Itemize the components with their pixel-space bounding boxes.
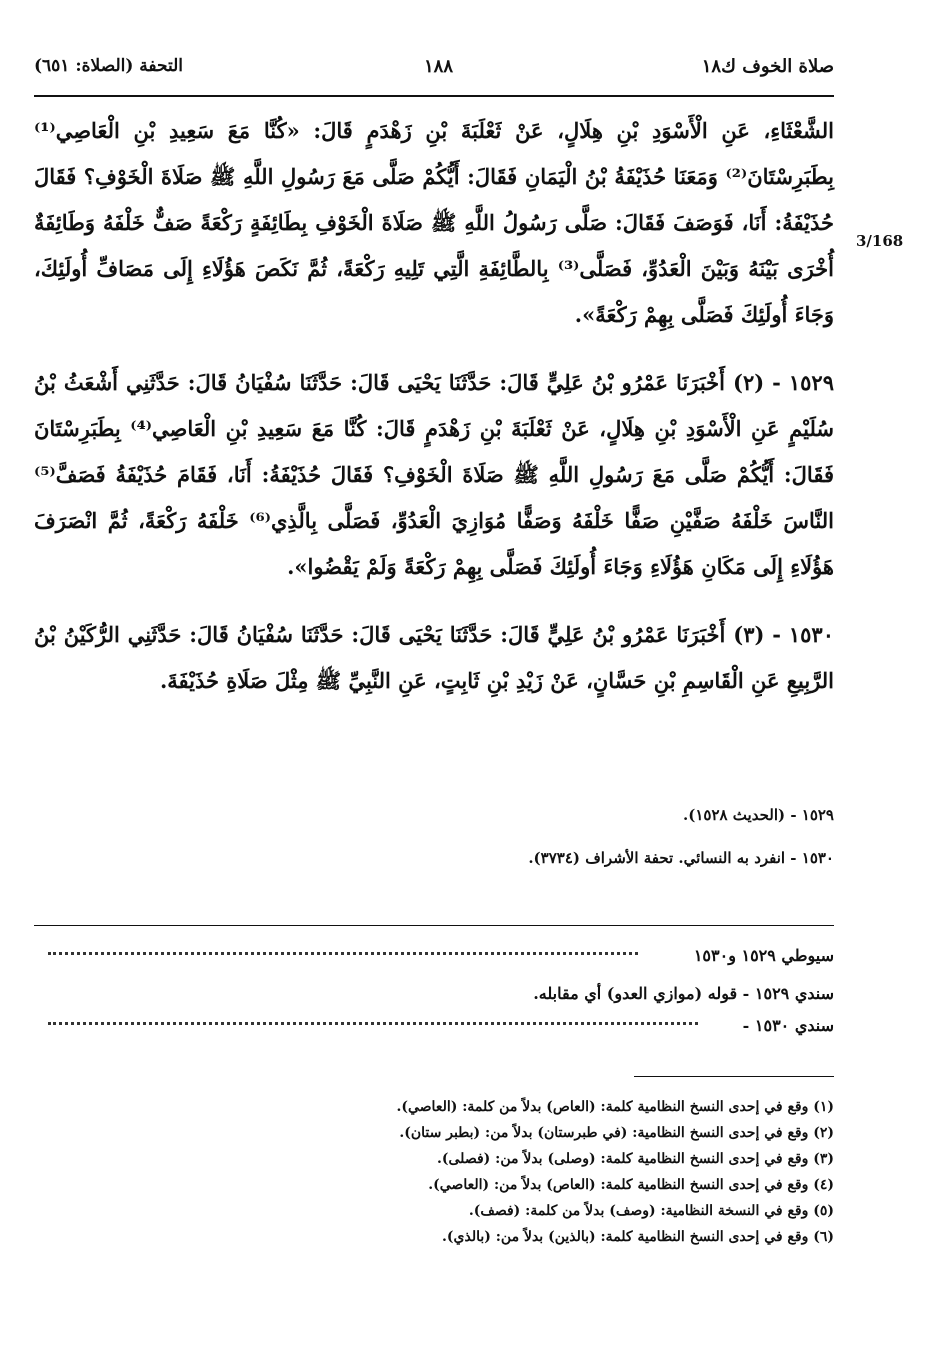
page-number: ١٨٨: [424, 56, 454, 77]
main-text: [34, 108, 834, 704]
footnote-5: (٥) وقع في النسخة النظامية: (وصف) بدلاً من كلمة: (فصف).: [468, 1203, 834, 1219]
margin-volume-page-note: 3/168: [856, 232, 904, 250]
footnote-divider: [634, 1076, 834, 1077]
header-divider: [34, 95, 834, 97]
commentary-sindi-1530-label: سندي ١٥٣٠ -: [742, 1016, 834, 1035]
dotted-leader: [48, 952, 638, 955]
footnote-6: (٦) وقع في إحدى النسخ النظامية كلمة: (بالذين) بدلاً من: (بالذي).: [442, 1229, 834, 1245]
hadith-paragraph-continued: الشَّعْثَاءِ، عَنِ الْأَسْوَدِ بْنِ هِلَالٍ، عَنْ ثَعْلَبَةَ بْنِ زَهْدَمٍ قَالَ: «كُنَّا مَعَ سَعِيدِ بْنِ الْعَاصِي⁽¹⁾ بِطَبَرِسْتَانَ⁽²⁾ وَمَعَنَا حُذَيْفَةُ بْنُ الْيَمَانِ فَقَالَ: أَيُّكُمْ صَلَّى مَعَ رَسُولِ اللَّهِ ﷺ صَلَاةَ الْخَوْفِ؟ فَقَالَ حُذَيْفَةُ: أَنَا، فَوَصَفَ فَقَالَ: صَلَّى رَسُولُ اللَّهِ ﷺ صَلَاةَ الْخَوْفِ بِطَائِفَةٍ رَكْعَةً صَفٌّ خَلْفَهُ وَطَائِفَةٌ أُخْرَى بَيْنَهُ وَبَيْنَ الْعَدُوِّ، فَصَلَّى⁽³⁾ بِالطَّائِفَةِ الَّتِي تَلِيهِ رَكْعَةً، ثُمَّ نَكَصَ هَؤُلَاءِ إِلَى مَصَافِّ أُولَئِكَ، وَجَاءَ أُولَئِكَ فَصَلَّى بِهِمْ رَكْعَةً».: [34, 118, 834, 327]
hadith-paragraph-1530: ١٥٣٠ - (٣) أَخْبَرَنَا عَمْرُو بْنُ عَلِيٍّ قَالَ: حَدَّثَنَا يَحْيَى قَالَ: حَدَّثَنَا سُفْيَانُ قَالَ: حَدَّثَنِي الرُّكَيْنُ بْنُ الرَّبِيعِ عَنِ الْقَاسِمِ بْنِ حَسَّانٍ، عَنْ زَيْدِ بْنِ ثَابِتٍ، عَنِ النَّبِيِّ ﷺ مِثْلَ صَلَاةِ حُذَيْفَةَ.: [34, 622, 834, 693]
footnote-3: (٣) وقع في إحدى النسخ النظامية كلمة: (وصلى) بدلاً من: (فصلى).: [437, 1151, 834, 1167]
commentary-sindi-1529-text: سندي ١٥٢٩ - قوله (موازي العدو) أي مقابله.: [533, 984, 834, 1003]
commentary-sindi-1530: [34, 1016, 834, 1042]
footnote-1: (١) وقع في إحدى النسخ النظامية كلمة: (العاص) بدلاً من كلمة: (العاصي).: [396, 1099, 834, 1115]
header-chapter-title: صلاة الخوف ك١٨: [701, 56, 834, 77]
header-reference: التحفة (الصلاة: ٦٥١): [34, 56, 184, 76]
page-header: [34, 56, 834, 86]
takhrij-note-1530: ١٥٣٠ - انفرد به النسائي. تحفة الأشراف (٣٧٣٤).: [528, 849, 834, 867]
footnote-4: (٤) وقع في إحدى النسخ النظامية كلمة: (العاص) بدلاً من: (العاصي).: [428, 1177, 834, 1193]
dotted-leader: [48, 1022, 698, 1025]
takhrij-note-1529: ١٥٢٩ - (الحديث ١٥٢٨).: [683, 806, 834, 824]
footnote-2: (٢) وقع في إحدى النسخ النظامية: (في طبرستان) بدلاً من: (بطبر ستان).: [399, 1125, 834, 1141]
commentary-suyuti-label: سيوطي ١٥٢٩ و١٥٣٠: [693, 946, 834, 965]
commentary-sindi-1529: [34, 984, 834, 1010]
hadith-paragraph-1529: ١٥٢٩ - (٢) أَخْبَرَنَا عَمْرُو بْنُ عَلِيٍّ قَالَ: حَدَّثَنَا يَحْيَى قَالَ: حَدَّثَنَا سُفْيَانُ قَالَ: حَدَّثَنِي أَشْعَثُ بْنُ سُلَيْمٍ عَنِ الْأَسْوَدِ بْنِ هِلَالٍ، عَنْ ثَعْلَبَةَ بْنِ زَهْدَمٍ قَالَ: كُنَّا مَعَ سَعِيدِ بْنِ الْعَاصِي⁽⁴⁾ بِطَبَرِسْتَانَ فَقَالَ: أَيُّكُمْ صَلَّى مَعَ رَسُولِ اللَّهِ ﷺ صَلَاةَ الْخَوْفِ؟ فَقَالَ حُذَيْفَةُ: أَنَا، فَقَامَ حُذَيْفَةُ فَصَفَّ⁽⁵⁾النَّاسَ خَلْفَهُ صَفَّيْنِ صَفًّا خَلْفَهُ وَصَفًّا مُوَازِيَ الْعَدُوِّ، فَصَلَّى بِالَّذِي⁽⁶⁾ خَلْفَهُ رَكْعَةً، ثُمَّ انْصَرَفَ هَؤُلَاءِ إِلَى مَكَانِ هَؤُلَاءِ وَجَاءَ أُولَئِكَ فَصَلَّى بِهِمْ رَكْعَةً وَلَمْ يَقْضُوا».: [34, 370, 834, 579]
footnotes: [34, 1094, 834, 1250]
commentary-divider: [34, 925, 834, 926]
commentary-suyuti: [34, 946, 834, 972]
